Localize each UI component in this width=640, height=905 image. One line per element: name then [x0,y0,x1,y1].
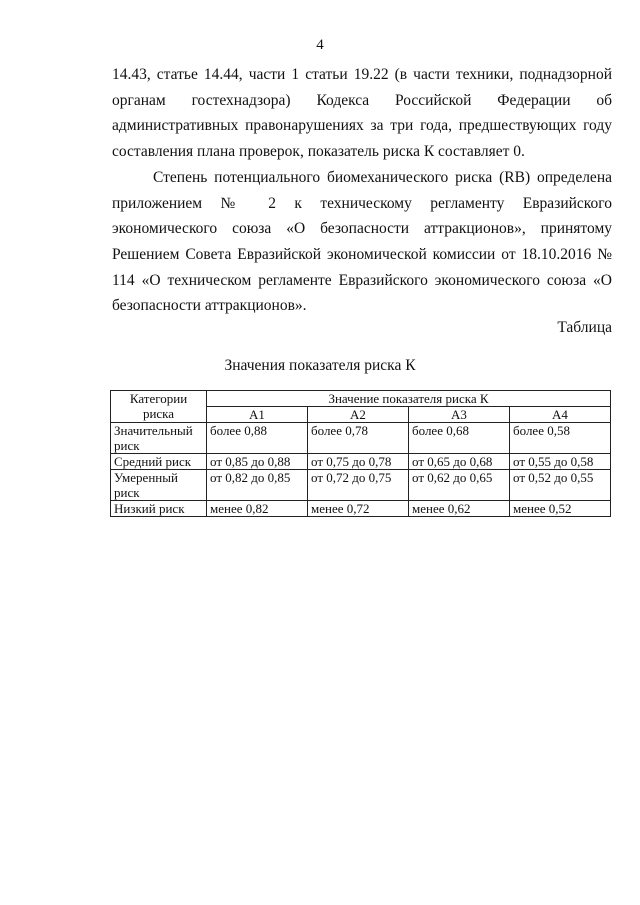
column-a2: А2 [308,407,409,423]
table-cell: более 0,78 [308,423,409,454]
page-number: 4 [316,37,324,53]
table-cell: от 0,72 до 0,75 [308,470,409,501]
table-cell: более 0,58 [510,423,611,454]
table-cell: от 0,65 до 0,68 [409,454,510,470]
column-a1: А1 [207,407,308,423]
row-category: Низкий риск [111,501,207,517]
table-cell: менее 0,62 [409,501,510,517]
header-value: Значение показателя риска К [207,391,611,407]
table-row [111,423,611,454]
table-cell: менее 0,82 [207,501,308,517]
table-cell: от 0,55 до 0,58 [510,454,611,470]
table-title: Значения показателя риска К [224,357,416,374]
table-label: Таблица [557,319,612,336]
table-row [111,501,611,517]
row-category: Значительный риск [111,423,207,454]
table-cell: более 0,88 [207,423,308,454]
header-category: Категории риска [111,391,207,423]
column-a4: А4 [510,407,611,423]
row-category: Умеренный риск [111,470,207,501]
table-cell: менее 0,72 [308,501,409,517]
table-row [111,470,611,501]
risk-table [110,390,611,517]
column-a3: А3 [409,407,510,423]
document-body [112,62,612,319]
table-cell: менее 0,52 [510,501,611,517]
row-category: Средний риск [111,454,207,470]
paragraph-1: 14.43, статье 14.44, части 1 статьи 19.22 (в части техники, поднадзорной органам гостехнадзора) Кодекса Российской Федерации об административных правонарушениях за три года, предшествующих году составления плана проверок, показатель риска К составляет 0. [112,66,612,161]
table-header-row [111,391,611,407]
table-row [111,454,611,470]
table-cell: от 0,52 до 0,55 [510,470,611,501]
table-cell: от 0,75 до 0,78 [308,454,409,470]
paragraph-2: Степень потенциального биомеханического риска (RB) определена приложением № 2 к техническому регламенту Евразийского экономического союза «О безопасности аттракционов», принятому Решением Совета Евразийской экономической комиссии от 18.10.2016 № 114 «О техническом регламенте Евразийского экономического союза «О безопасности аттракционов». [112,168,612,315]
table-cell: более 0,68 [409,423,510,454]
table-cell: от 0,82 до 0,85 [207,470,308,501]
table-cell: от 0,85 до 0,88 [207,454,308,470]
table-cell: от 0,62 до 0,65 [409,470,510,501]
